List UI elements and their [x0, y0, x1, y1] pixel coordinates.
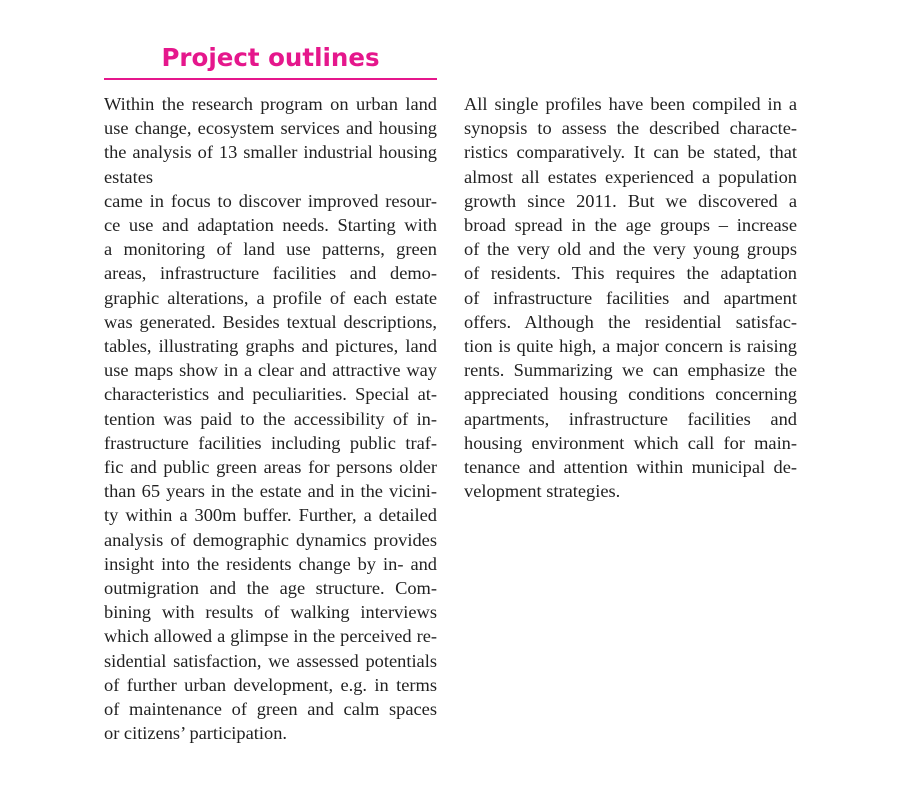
text-line: which allowed a glimpse in the perceived re-	[104, 626, 437, 647]
text-line: was generated. Besides textual descriptions,	[104, 311, 437, 332]
text-line: outmigration and the age structure. Com-	[104, 578, 437, 599]
page-title: Project outlines	[161, 43, 380, 72]
title-underline	[104, 78, 437, 80]
text-line: synopsis to assess the described characte-	[464, 118, 797, 139]
text-line: tables, illustrating graphs and pictures, land	[104, 336, 437, 357]
text-line: fic and public green areas for persons older	[104, 457, 437, 478]
text-line: Within the research program on urban land	[104, 94, 437, 114]
text-line: appreciated housing conditions concerning	[464, 384, 797, 405]
text-line: of residents. This requires the adaptation	[464, 263, 797, 284]
text-line: housing environment which call for main-	[464, 432, 797, 453]
right-column	[464, 92, 797, 503]
text-line: tenance and attention within municipal de-	[464, 457, 797, 478]
text-line: the analysis of 13 smaller industrial housing	[104, 142, 437, 163]
left-column	[104, 92, 437, 745]
text-line: ristics comparatively. It can be stated, that	[464, 142, 797, 163]
text-line: broad spread in the age groups – increase	[464, 215, 797, 236]
text-line: insight into the residents change by in- and	[104, 553, 437, 574]
text-line: graphic alterations, a profile of each estate	[104, 287, 437, 308]
text-line: characteristics and peculiarities. Special at-	[104, 384, 437, 405]
text-line: areas, infrastructure facilities and demo-	[104, 263, 437, 284]
text-line: almost all estates experienced a population	[464, 166, 797, 187]
text-line: bining with results of walking interviews	[104, 602, 437, 623]
text-line: tention was paid to the accessibility of in-	[104, 408, 437, 429]
text-line: All single profiles have been compiled in a	[464, 94, 797, 114]
text-line: of further urban development, e.g. in terms	[104, 674, 437, 695]
text-line: apartments, infrastructure facilities and	[464, 408, 797, 429]
text-line: estates	[104, 166, 154, 187]
text-line: of infrastructure facilities and apartment	[464, 287, 797, 308]
text-line: rents. Summarizing we can emphasize the	[464, 360, 797, 381]
text-line: analysis of demographic dynamics provides	[104, 529, 437, 550]
text-line: ce use and adaptation needs. Starting with	[104, 215, 437, 236]
text-line: use maps show in a clear and attractive way	[104, 360, 437, 381]
text-line: offers. Although the residential satisfac-	[464, 311, 797, 332]
text-line: frastructure facilities including public traf-	[104, 432, 437, 453]
text-line: or citizens’ participation.	[104, 723, 287, 744]
text-line: ty within a 300m buffer. Further, a detailed	[104, 505, 437, 526]
text-line: came in focus to discover improved resour-	[104, 190, 437, 211]
text-line: of the very old and the very young groups	[464, 239, 797, 260]
text-line: use change, ecosystem services and housing	[104, 118, 437, 139]
text-line: velopment strategies.	[464, 481, 621, 502]
text-line: sidential satisfaction, we assessed potentials	[104, 650, 437, 671]
text-line: tion is quite high, a major concern is raising	[464, 336, 797, 357]
text-line: growth since 2011. But we discovered a	[464, 190, 797, 211]
text-line: than 65 years in the estate and in the vicini-	[104, 481, 437, 502]
text-line: a monitoring of land use patterns, green	[104, 239, 437, 260]
text-line: of maintenance of green and calm spaces	[104, 699, 437, 720]
